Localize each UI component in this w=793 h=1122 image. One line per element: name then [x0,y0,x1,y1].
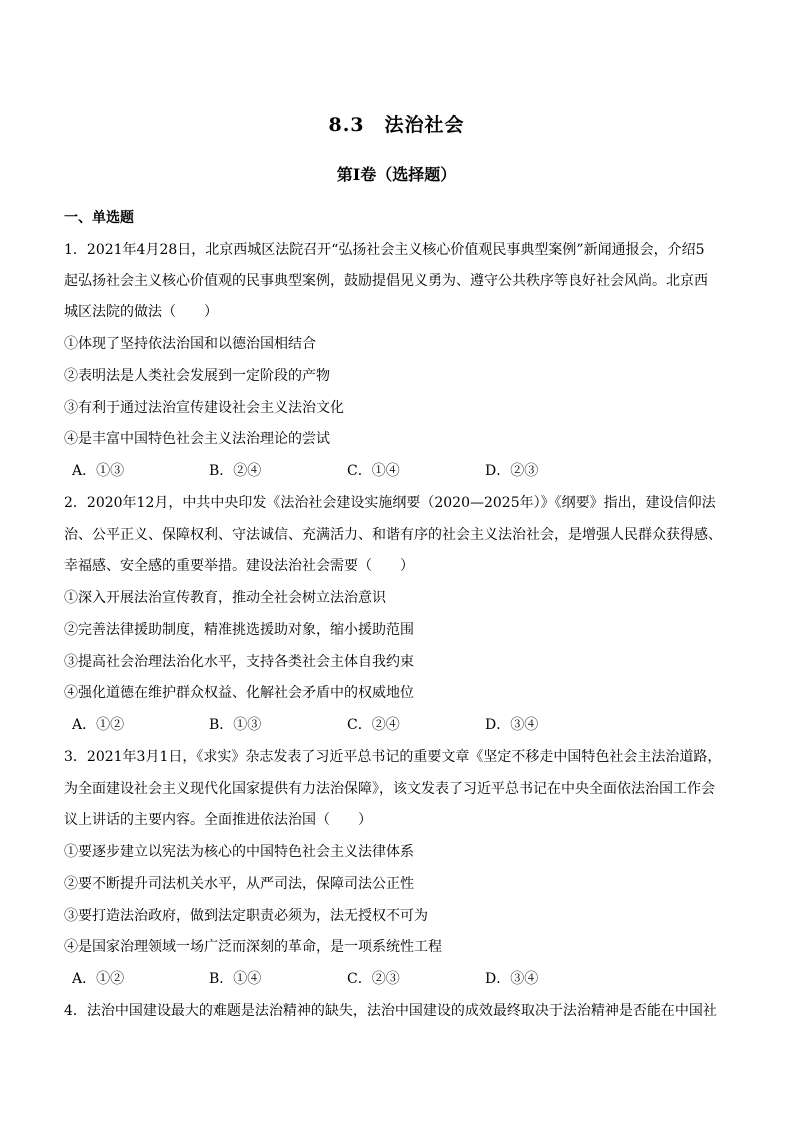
question-stem-line: 4．法治中国建设最大的难题是法治精神的缺失，法治中国建设的成效最终取决于法治精神是否能在中国社 [64,1003,717,1019]
statement-3: ③要打造法治政府，做到法定职责必须为，法无授权不可为 [64,908,428,924]
question-stem-line: 3．2021年3月1日，《求实》杂志发表了习近平总书记的重要文章《坚定不移走中国特色社会主法治道路， [64,749,722,765]
statement-2: ②表明法是人类社会发展到一定阶段的产物 [64,368,330,384]
statement-1: ①体现了坚持依法治国和以德治国相结合 [64,336,316,352]
answer-options [64,715,732,735]
option-a[interactable]: A．①② [72,971,125,987]
statement-4: ④是丰富中国特色社会主义法治理论的尝试 [64,431,330,447]
option-b[interactable]: B．①③ [209,717,262,733]
question-stem-line: 1．2021年4月28日，北京西城区法院召开“弘扬社会主义核心价值观民事典型案例”新闻通报会，介绍5 [64,242,705,258]
option-c[interactable]: C．②③ [347,971,400,987]
statement-1: ①深入开展法治宣传教育，推动全社会树立法治意识 [64,590,386,606]
statement-3: ③有利于通过法治宣传建设社会主义法治文化 [64,400,344,416]
document-title: 8.3 法治社会 [328,114,465,136]
question-stem-line: 起弘扬社会主义核心价值观的民事典型案例，鼓励提倡见义勇为、遵守公共秩序等良好社会风尚。北京西 [64,273,708,289]
option-a[interactable]: A．①② [72,717,125,733]
document-subtitle: 第I卷（选择题） [336,165,457,184]
statement-4: ④强化道德在维护群众权益、化解社会矛盾中的权威地位 [64,685,414,701]
option-a[interactable]: A．①③ [72,463,125,479]
question-stem-line: 幸福感、安全感的重要举措。建设法治社会需要（ ） [64,558,414,574]
question-stem-line: 治、公平正义、保障权利、守法诚信、充满活力、和谐有序的社会主义法治社会，是增强人民群众获得感、 [64,527,722,543]
question-stem-line: 议上讲话的主要内容。全面推进依法治国（ ） [64,812,372,828]
answer-options [64,969,732,989]
section-heading: 一、单选题 [64,210,134,226]
option-d[interactable]: D．②③ [485,463,539,479]
option-c[interactable]: C．①④ [347,463,400,479]
option-b[interactable]: B．②④ [209,463,262,479]
option-b[interactable]: B．①④ [209,971,262,987]
answer-options [64,461,732,481]
question-stem-line: 2．2020年12月，中共中央印发《法治社会建设实施纲要（2020—2025年）》《纲要》指出，建设信仰法 [64,495,716,511]
statement-4: ④是国家治理领域一场广泛而深刻的革命，是一项系统性工程 [64,939,442,955]
question-stem-line: 城区法院的做法（ ） [64,304,218,320]
statement-3: ③提高社会治理法治化水平，支持各类社会主体自我约束 [64,654,414,670]
question-stem-line: 为全面建设社会主义现代化国家提供有力法治保障》，该文发表了习近平总书记在中央全面依法治国工作会 [64,781,715,797]
statement-1: ①要逐步建立以宪法为核心的中国特色社会主义法律体系 [64,844,414,860]
option-c[interactable]: C．②④ [347,717,400,733]
statement-2: ②完善法律援助制度，精准挑选援助对象，缩小援助范围 [64,622,414,638]
option-d[interactable]: D．③④ [485,971,539,987]
statement-2: ②要不断提升司法机关水平，从严司法，保障司法公正性 [64,876,414,892]
option-d[interactable]: D．③④ [485,717,539,733]
